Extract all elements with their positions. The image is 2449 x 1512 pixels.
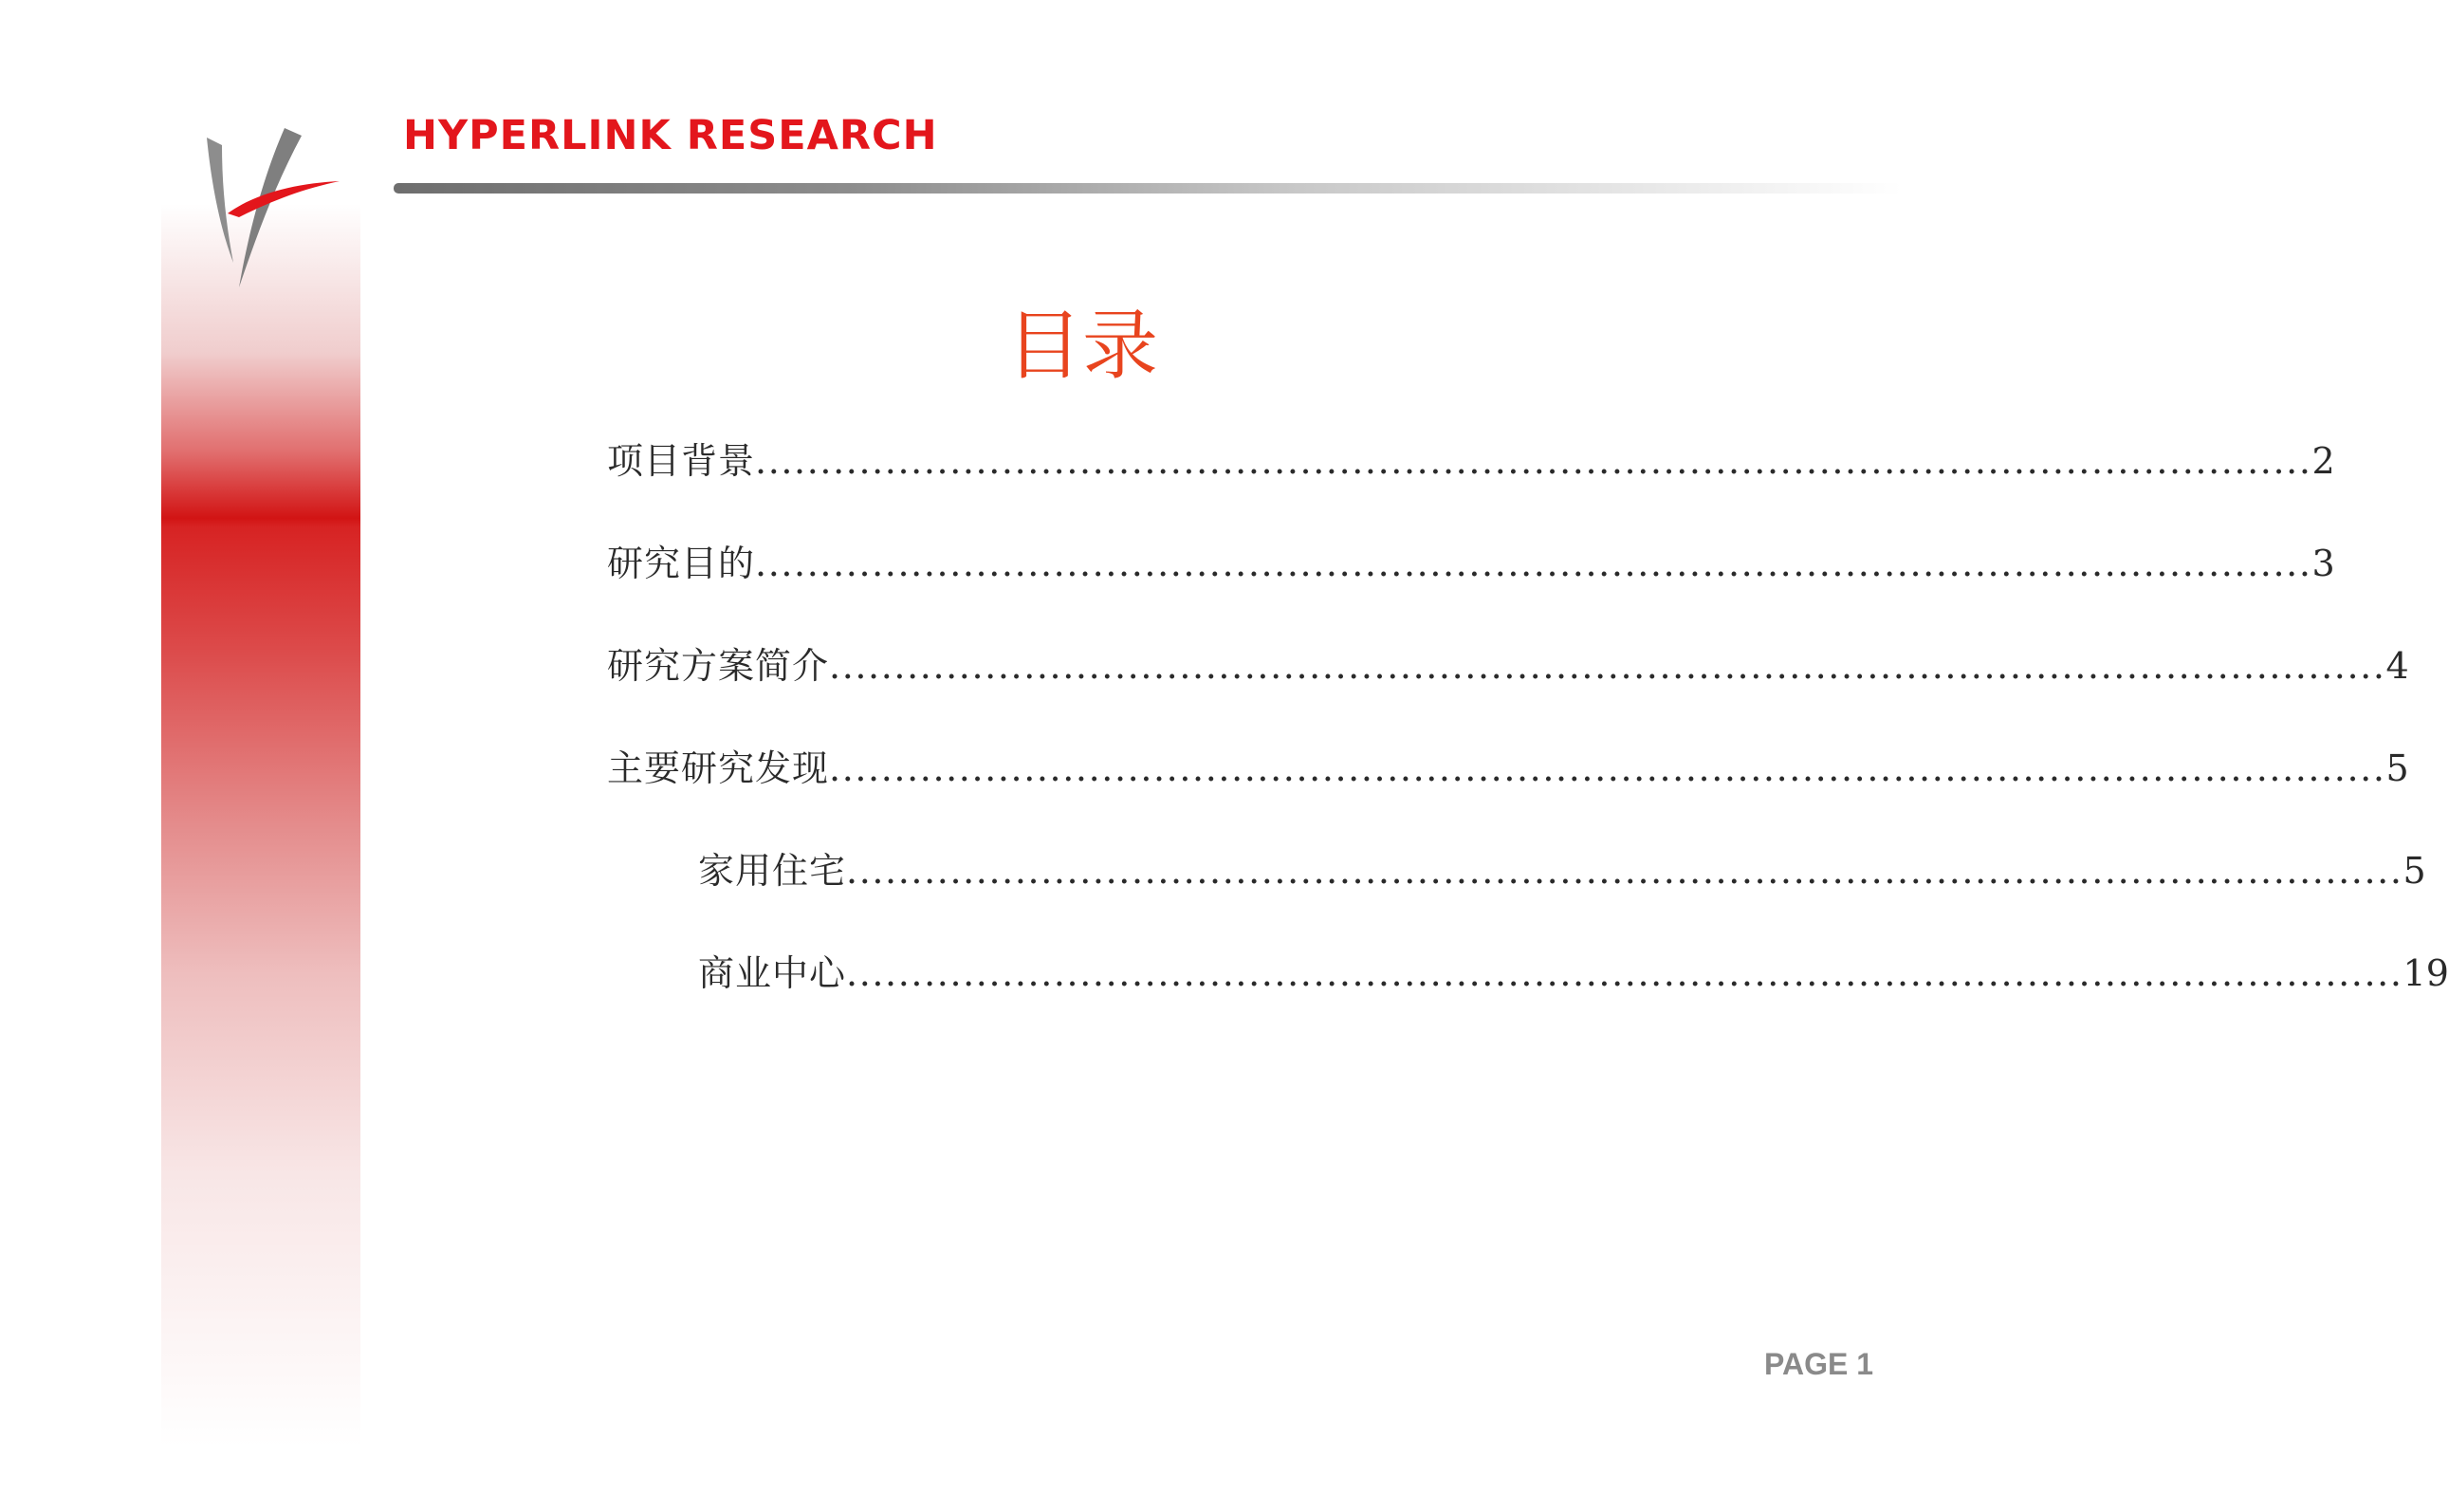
toc-item-label: 家用住宅 [698, 850, 847, 892]
page-title: 目录 [1006, 302, 1158, 390]
toc-leader-dots: ........................................................................................................................ [846, 850, 2403, 892]
toc-item-page: 3 [2311, 543, 2335, 584]
toc-item-commercial-center[interactable] [698, 944, 2449, 1001]
toc-item-page: 2 [2311, 440, 2335, 482]
header-divider [394, 183, 1902, 194]
toc-leader-dots: ........................................................................................................................ [846, 952, 2403, 994]
toc-item-label: 商业中心 [698, 952, 847, 994]
toc-item-research-plan[interactable] [607, 636, 2409, 693]
toc-item-label: 研究目的 [607, 543, 756, 584]
toc-item-page: 5 [2403, 850, 2426, 892]
toc-item-page: 4 [2385, 645, 2409, 687]
toc-item-main-findings[interactable] [607, 739, 2409, 796]
toc-leader-dots: ........................................................................................................................ [829, 747, 2386, 789]
toc-item-page: 5 [2385, 747, 2409, 789]
toc-item-research-purpose[interactable] [607, 534, 2335, 591]
page-number: PAGE 1 [1764, 1347, 1873, 1381]
toc-item-page: 19 [2403, 952, 2449, 994]
toc-item-label: 研究方案简介 [607, 645, 830, 687]
brand-name: HYPERLINK RESEARCH [403, 112, 938, 159]
toc-item-label: 项目背景 [607, 440, 756, 482]
toc-item-project-background[interactable] [607, 432, 2335, 489]
toc-leader-dots: ........................................................................................................................ [755, 543, 2312, 584]
toc-leader-dots: ........................................................................................................................ [829, 645, 2386, 687]
toc-item-label: 主要研究发现 [607, 747, 830, 789]
toc-item-residential[interactable] [698, 841, 2426, 898]
hyperlink-logo-icon [190, 119, 351, 294]
toc-leader-dots: ........................................................................................................................ [755, 440, 2312, 482]
